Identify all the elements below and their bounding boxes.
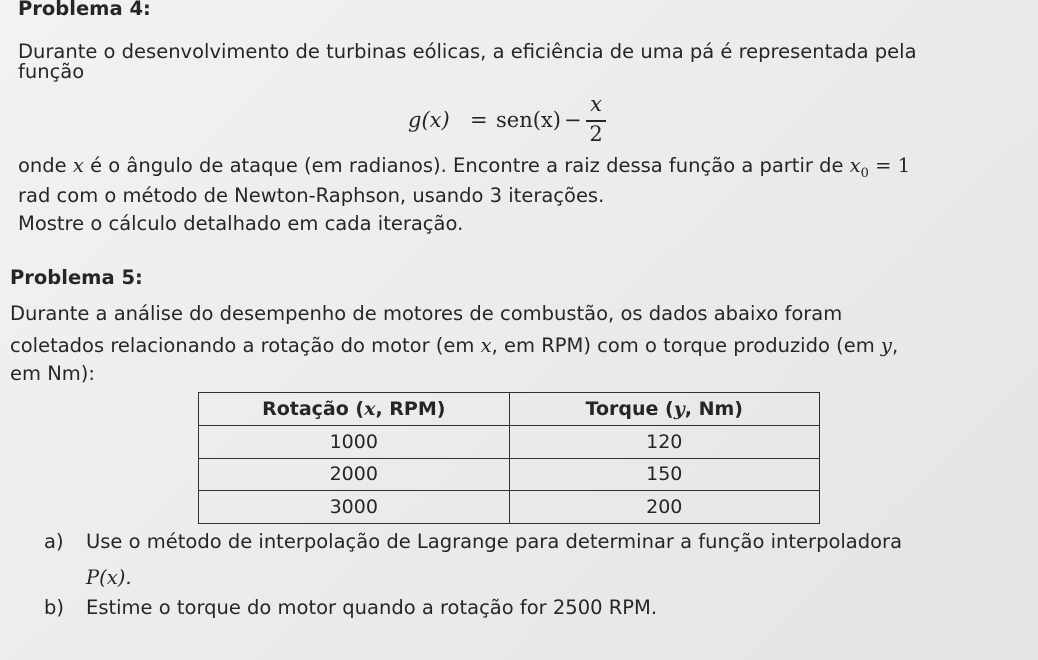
column-header-rotation: Rotação (x, RPM)	[199, 393, 510, 426]
item-a-function: P(x).	[86, 566, 132, 589]
equation-equals: =	[470, 108, 488, 132]
data-table	[198, 392, 820, 524]
item-a-label: a)	[44, 530, 64, 553]
problem-4-intro-line-2: função	[18, 60, 85, 83]
table-header-row	[199, 393, 820, 426]
table-cell-torque: 200	[509, 491, 820, 524]
fraction-numerator: x	[590, 92, 602, 116]
table-cell-rpm: 2000	[199, 458, 510, 491]
problem-4-intro-line-1: Durante o desenvolvimento de turbinas eólicas, a eficiência de uma pá é representada pela	[18, 40, 917, 63]
item-b-text: Estime o torque do motor quando a rotação for 2500 RPM.	[86, 596, 658, 619]
item-b-label: b)	[44, 596, 64, 619]
problem-4-body-line-2: rad com o método de Newton-Raphson, usando 3 iterações.	[18, 184, 605, 207]
table-cell-torque: 120	[509, 425, 820, 458]
problem-4-title: Problema 4:	[18, 0, 151, 20]
equation-lhs: g(x)	[408, 108, 450, 132]
problem-5-intro-line-1: Durante a análise do desempenho de motores de combustão, os dados abaixo foram	[10, 302, 843, 325]
problem-4-body-line-3: Mostre o cálculo detalhado em cada iteração.	[18, 212, 464, 235]
table-cell-rpm: 1000	[199, 425, 510, 458]
table-row	[199, 458, 820, 491]
item-a-text: Use o método de interpolação de Lagrange para determinar a função interpoladora	[86, 530, 903, 553]
problem-5-intro-line-2: coletados relacionando a rotação do motor (em x, em RPM) com o torque produzido (em y,	[10, 334, 899, 357]
table-row	[199, 491, 820, 524]
table-row	[199, 425, 820, 458]
equation-sin-term: sen(x)	[496, 108, 561, 132]
problem-5-title: Problema 5:	[10, 266, 143, 289]
problem-5-intro-line-3: em Nm):	[10, 362, 95, 385]
column-header-torque: Torque (y, Nm)	[509, 393, 820, 426]
problem-4-body-line-1: onde x é o ângulo de ataque (em radianos). Encontre a raiz dessa função a partir de $x_0 = 1$	[18, 154, 911, 181]
equation-minus: −	[564, 108, 582, 132]
table-cell-torque: 150	[509, 458, 820, 491]
table-cell-rpm: 3000	[199, 491, 510, 524]
fraction-denominator: 2	[589, 122, 603, 146]
